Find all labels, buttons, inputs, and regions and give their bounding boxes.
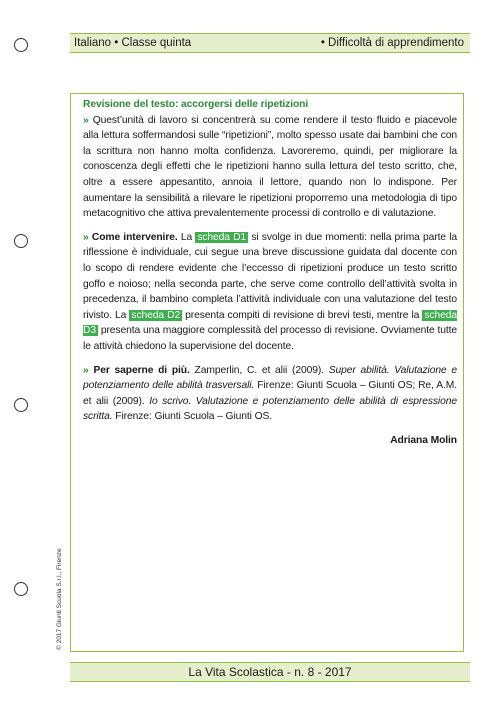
scheda-d3-link[interactable]: scheda D3: [83, 309, 457, 337]
header-subject: Italiano • Classe quinta: [74, 37, 192, 49]
book-title-2: Io scrivo. Valutazione e potenziamento delle abilità di espressione scritta.: [83, 395, 457, 423]
author-name: Adriana Molin: [390, 434, 457, 446]
scheda-d1-link[interactable]: scheda D1: [197, 231, 247, 243]
per-saperne-text-1: Zamperlin, C. et alii (2009).: [189, 364, 329, 376]
binder-hole-3: [14, 398, 28, 412]
come-intervenire-text-3: presenta compiti di revisione di brevi testi, mentre la: [182, 309, 423, 321]
page-header: [70, 33, 470, 53]
per-saperne-label: Per saperne di più.: [93, 364, 190, 376]
section-title: Revisione del testo: accorgersi delle ripetizioni: [83, 99, 309, 110]
come-intervenire-text-1: La: [177, 231, 196, 243]
article-body: [83, 97, 457, 448]
come-intervenire-text-2: si svolge in due momenti: nella prima parte la riflessione è individuale, cui segue una breve discussione guidata dal docente con lo scopo di rendere evidente che l’eccesso di ripetizioni produce un testo scritto goffo e noioso; nella seconda parte, che serve come controllo dell’attività svolta in precedenza, il bambino completa l’attività individuale con una valutazione del testo rivisto. La: [83, 231, 458, 321]
per-saperne-paragraph: [83, 363, 457, 425]
copyright-notice: © 2017 Giunti Scuola S.r.l., Firenze: [56, 548, 63, 650]
intro-paragraph: [83, 113, 457, 222]
binder-hole-4: [14, 582, 28, 596]
arrow-bullet-icon: »: [83, 114, 89, 126]
per-saperne-text-3: Firenze: Giunti Scuola – Giunti OS.: [112, 411, 273, 423]
come-intervenire-label: Come intervenire.: [91, 231, 178, 243]
arrow-bullet-icon: »: [83, 231, 89, 243]
page-footer: La Vita Scolastica - n. 8 - 2017: [70, 662, 470, 682]
per-saperne-text-2: Firenze: Giunti Scuola – Giunti OS; Re, A.M. et alii (2009).: [83, 380, 457, 407]
header-topic: • Difficoltà di apprendimento: [320, 37, 464, 49]
scheda-d2-link[interactable]: scheda D2: [131, 309, 181, 321]
binder-hole-2: [14, 234, 28, 248]
binder-hole-1: [14, 38, 28, 52]
arrow-bullet-icon: »: [83, 364, 89, 376]
intro-text: Quest’unità di lavoro si concentrerà su come rendere il testo fluido e piacevole alla lettura soffermandosi sulle “ripetizioni”, molto spesso usate dai bambini che con la scrittura non hanno molta confidenza. Lavoreremo, quindi, per migliorare la conoscenza degli effetti che le ripetizioni hanno sulla lettura del testo scritto, che, oltre a essere appesantito, annoia il lettore, quando non lo indispone. Per aumentare la sensibilità a rilevare le ripetizioni proporremo una metodologia di tipo metacognitivo che attiva prevalentemente processi di controllo e di valutazione.: [83, 114, 457, 220]
come-intervenire-text-4: presenta una maggiore complessità del processo di revisione. Ovviamente tutte le attività chiedono la supervisione del docente.: [83, 325, 457, 352]
come-intervenire-paragraph: [83, 230, 457, 355]
book-title-1: Super abilità. Valutazione e potenziamento delle abilità trasversali.: [83, 364, 457, 392]
